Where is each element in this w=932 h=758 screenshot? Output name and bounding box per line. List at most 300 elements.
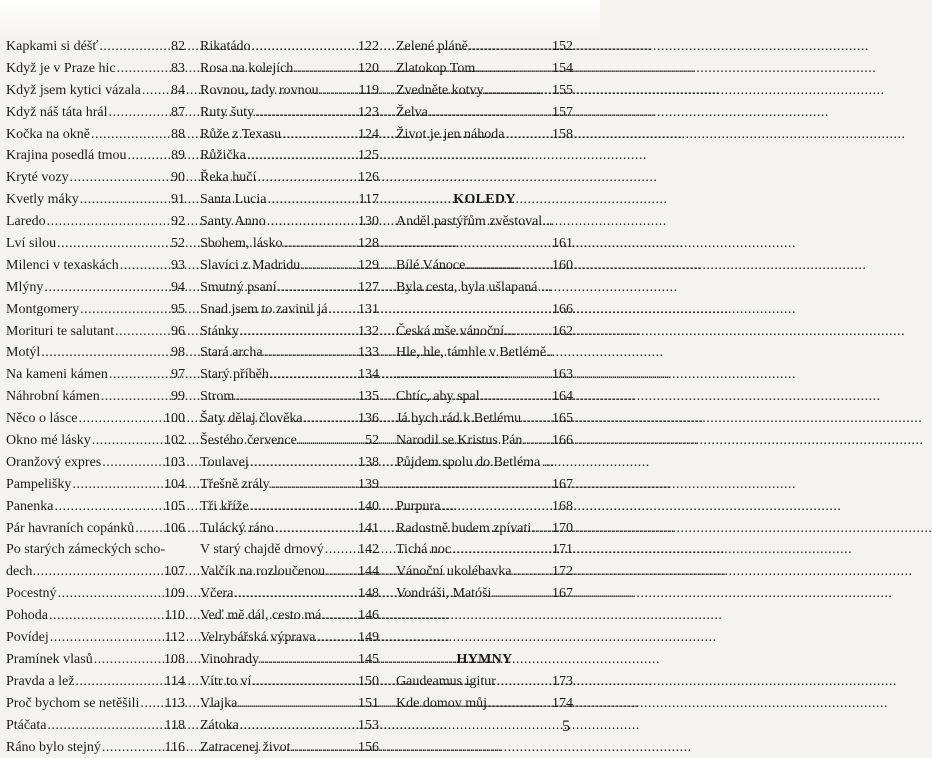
entry-page: 92 — [171, 211, 185, 233]
index-entry — [6, 36, 185, 58]
entry-page: 132 — [358, 321, 379, 343]
index-entry — [396, 58, 573, 80]
index-entry — [200, 693, 379, 715]
entry-page: 150 — [358, 671, 379, 693]
dot-leader — [522, 408, 550, 430]
index-entry — [396, 124, 573, 146]
entry-title: Půjdem spolu do Betléma ... — [396, 452, 573, 474]
dot-leader — [57, 233, 169, 255]
index-entry — [200, 715, 379, 737]
entry-page: 167 — [552, 583, 573, 605]
dot-leader — [47, 211, 169, 233]
dot-leader — [294, 58, 356, 80]
index-entry — [6, 102, 185, 124]
entry-title: Vítr to ví — [200, 671, 251, 693]
entry-title: Motýl — [6, 342, 40, 364]
index-entry — [396, 583, 573, 605]
section-gap — [396, 145, 573, 167]
index-entry — [200, 167, 379, 189]
dot-leader — [142, 80, 169, 102]
dot-leader — [267, 211, 356, 233]
entry-title: Zlatokop Tom — [396, 58, 475, 80]
entry-title: Radostně budem zpívati — [396, 518, 531, 540]
index-entry — [6, 58, 185, 80]
dot-leader — [50, 627, 163, 649]
entry-page: 109 — [164, 583, 185, 605]
index-entry — [200, 649, 379, 671]
entry-page: 98 — [171, 342, 185, 364]
entry-title: Snad jsem to zavinil já — [200, 299, 328, 321]
index-entry — [200, 58, 379, 80]
entry-page: 104 — [164, 474, 185, 496]
entry-title: Kapkami si déšť — [6, 36, 98, 58]
entry-title: Zelené pláně — [396, 36, 468, 58]
index-entry — [6, 518, 185, 540]
entry-title: Kvetly máky — [6, 189, 79, 211]
dot-leader — [396, 233, 550, 255]
entry-page: 84 — [171, 80, 185, 102]
entry-page: 127 — [358, 277, 379, 299]
entry-title: Želva — [396, 102, 428, 124]
index-entry — [200, 364, 379, 386]
index-entry — [396, 496, 573, 518]
dot-leader — [79, 408, 162, 430]
dot-leader — [275, 518, 356, 540]
entry-page: 122 — [358, 36, 379, 58]
index-entry — [200, 80, 379, 102]
entry-page: 102 — [164, 430, 185, 452]
dot-leader — [488, 693, 550, 715]
index-entry — [6, 321, 185, 343]
index-entry — [6, 364, 185, 386]
dot-leader — [91, 124, 169, 146]
dot-leader — [298, 430, 363, 452]
dot-leader — [301, 255, 356, 277]
dot-leader — [115, 321, 169, 343]
entry-title: Vánoční ukolébavka — [396, 561, 511, 583]
dot-leader — [523, 430, 550, 452]
index-entry — [6, 474, 185, 496]
dot-leader — [80, 189, 169, 211]
index-entry — [6, 649, 185, 671]
index-column-3 — [396, 36, 573, 715]
entry-page: 97 — [171, 364, 185, 386]
entry-title: Bílé Vánoce — [396, 255, 465, 277]
entry-title: Krajina posedlá tmou — [6, 145, 127, 167]
index-entry — [200, 145, 379, 167]
dot-leader — [101, 386, 169, 408]
entry-page: 161 — [552, 233, 573, 255]
index-entry — [200, 233, 379, 255]
index-entry — [396, 342, 573, 364]
entry-title: Život je jen náhoda — [396, 124, 504, 146]
entry-page: 149 — [358, 627, 379, 649]
index-entry — [200, 408, 379, 430]
entry-page: 174 — [552, 693, 573, 715]
entry-page: 131 — [358, 299, 379, 321]
dot-leader — [325, 539, 356, 561]
index-entry-continued — [396, 474, 573, 496]
entry-page: 135 — [358, 386, 379, 408]
entry-title: Rikatádo — [200, 36, 251, 58]
entry-title: Stará archa — [200, 342, 263, 364]
entry-page: 156 — [358, 737, 379, 758]
entry-title: Tulácký ráno — [200, 518, 274, 540]
entry-page: 91 — [171, 189, 185, 211]
index-entry-continued — [6, 561, 185, 583]
index-entry — [6, 255, 185, 277]
index-entry — [396, 518, 573, 540]
dot-leader — [80, 299, 169, 321]
entry-title: Chtíc, aby spal — [396, 386, 480, 408]
dot-leader — [240, 715, 356, 737]
index-entry — [6, 737, 185, 758]
entry-page: 87 — [171, 102, 185, 124]
entry-title: Stánky — [200, 321, 239, 343]
entry-title: Narodil se Kristus Pán — [396, 430, 522, 452]
index-entry — [396, 80, 573, 102]
entry-page: 129 — [358, 255, 379, 277]
index-entry — [396, 386, 573, 408]
index-entry — [396, 321, 573, 343]
index-entry-continued — [396, 233, 573, 255]
dot-leader — [252, 36, 356, 58]
index-entry — [6, 80, 185, 102]
dot-leader — [44, 277, 169, 299]
entry-page: 173 — [552, 671, 573, 693]
dot-leader — [238, 693, 356, 715]
dot-leader — [264, 342, 356, 364]
entry-title: Strom — [200, 386, 234, 408]
entry-page: 94 — [171, 277, 185, 299]
entry-page: 151 — [358, 693, 379, 715]
dot-leader — [94, 649, 162, 671]
entry-title: Když je v Praze hic — [6, 58, 116, 80]
dot-leader — [271, 474, 356, 496]
entry-page: 82 — [171, 36, 185, 58]
dot-leader — [304, 408, 356, 430]
index-entry — [6, 189, 185, 211]
entry-page: 89 — [171, 145, 185, 167]
entry-title: Ptáčata — [6, 715, 46, 737]
dot-leader — [469, 36, 550, 58]
index-entry — [6, 124, 185, 146]
entry-title: Zvedněte kotvy — [396, 80, 483, 102]
entry-title: Tichá noc — [396, 539, 451, 561]
entry-title: Oranžový expres — [6, 452, 101, 474]
entry-title: Pravda a lež — [6, 671, 74, 693]
entry-title: Třešně zrály — [200, 474, 270, 496]
entry-title: Něco o lásce — [6, 408, 78, 430]
entry-title: Povídej — [6, 627, 49, 649]
entry-page: 123 — [358, 102, 379, 124]
index-entry — [200, 518, 379, 540]
index-entry — [200, 539, 379, 561]
entry-page: 125 — [358, 145, 379, 167]
dot-leader — [102, 737, 163, 758]
index-entry — [6, 211, 185, 233]
dot-leader — [120, 255, 169, 277]
index-entry — [396, 430, 573, 452]
entry-title: Mlýny — [6, 277, 43, 299]
entry-page: 107 — [164, 561, 185, 583]
entry-page: 141 — [358, 518, 379, 540]
entry-title: Pár havraních copánků — [6, 518, 134, 540]
entry-page: 171 — [552, 539, 573, 561]
index-entry — [6, 342, 185, 364]
index-entry — [200, 255, 379, 277]
dot-leader — [484, 80, 550, 102]
entry-page: 165 — [552, 408, 573, 430]
entry-page: 145 — [358, 649, 379, 671]
entry-page: 96 — [171, 321, 185, 343]
entry-title: Toulavej — [200, 452, 249, 474]
entry-title: Zátoka — [200, 715, 239, 737]
entry-page: 153 — [358, 715, 379, 737]
index-entry — [6, 299, 185, 321]
dot-leader — [32, 561, 162, 583]
entry-title: Pocestný — [6, 583, 57, 605]
entry-title: Lví silou — [6, 233, 56, 255]
dot-leader — [240, 321, 356, 343]
entry-title: Pramínek vlasů — [6, 649, 93, 671]
dot-leader — [140, 693, 162, 715]
entry-title: Valčík na rozloučenou — [200, 561, 325, 583]
entry-page: 118 — [165, 715, 185, 737]
entry-page: 134 — [358, 364, 379, 386]
index-entry — [200, 430, 379, 452]
entry-page: 158 — [552, 124, 573, 146]
entry-title: Santy Anno — [200, 211, 266, 233]
entry-title: Purpura — [396, 496, 440, 518]
dot-leader — [260, 649, 356, 671]
entry-page: 114 — [165, 671, 185, 693]
entry-title: Na kameni kámen — [6, 364, 108, 386]
entry-title: Česká mše vánoční — [396, 321, 504, 343]
index-entry — [200, 277, 379, 299]
dot-leader — [109, 364, 169, 386]
dot-leader — [250, 452, 356, 474]
entry-page: 130 — [358, 211, 379, 233]
entry-page: 116 — [165, 737, 185, 758]
entry-title: Rovnou, tady rovnou — [200, 80, 319, 102]
dot-leader — [47, 715, 162, 737]
index-entry — [200, 211, 379, 233]
index-entry — [6, 539, 185, 561]
index-entry — [6, 496, 185, 518]
top-edge — [0, 0, 600, 36]
entry-title: Gaudeamus igitur — [396, 671, 496, 693]
entry-title: Když jsem kytici vázala — [6, 80, 141, 102]
index-entry — [200, 299, 379, 321]
entry-title: Smutný psaní — [200, 277, 277, 299]
dot-leader — [492, 583, 550, 605]
index-entry — [6, 386, 185, 408]
section-heading: KOLEDY — [396, 189, 573, 211]
dot-leader — [247, 145, 356, 167]
entry-title: Ruty šuty — [200, 102, 254, 124]
entry-page: 170 — [552, 518, 573, 540]
index-entry — [200, 605, 379, 627]
entry-title: Náhrobní kámen — [6, 386, 100, 408]
index-entry — [6, 715, 185, 737]
dot-leader — [117, 58, 169, 80]
index-column-2 — [200, 36, 379, 758]
index-entry — [200, 102, 379, 124]
dot-leader — [234, 583, 356, 605]
index-entry — [6, 430, 185, 452]
dot-leader — [270, 364, 356, 386]
dot-leader — [481, 386, 550, 408]
dot-leader — [235, 386, 356, 408]
index-entry — [396, 693, 573, 715]
dot-leader — [128, 145, 169, 167]
dot-leader — [396, 299, 550, 321]
entry-page: 119 — [359, 80, 379, 102]
entry-title: Šestého července — [200, 430, 297, 452]
entry-page: 133 — [358, 342, 379, 364]
dot-leader — [72, 474, 162, 496]
index-entry — [396, 211, 573, 233]
index-entry — [6, 583, 185, 605]
entry-title: Tři kříže — [200, 496, 249, 518]
entry-page: 140 — [358, 496, 379, 518]
index-entry — [200, 321, 379, 343]
entry-page: 52 — [365, 430, 379, 452]
dot-leader — [452, 539, 550, 561]
entry-page: 172 — [552, 561, 573, 583]
index-entry — [6, 167, 185, 189]
dot-leader — [505, 321, 550, 343]
entry-page: 95 — [171, 299, 185, 321]
entry-page: 168 — [552, 496, 573, 518]
section-gap — [396, 627, 573, 649]
entry-page: 164 — [552, 386, 573, 408]
dot-leader — [267, 189, 356, 211]
entry-title: Já bych rád k Betlému — [396, 408, 521, 430]
dot-leader — [329, 299, 356, 321]
index-entry — [200, 496, 379, 518]
entry-page: 103 — [164, 452, 185, 474]
index-entry — [6, 605, 185, 627]
dot-leader — [505, 124, 550, 146]
entry-title: Morituri te salutant — [6, 321, 114, 343]
index-entry — [6, 277, 185, 299]
entry-page: 160 — [552, 255, 573, 277]
index-entry — [6, 408, 185, 430]
entry-page: 52 — [171, 233, 185, 255]
dot-leader — [441, 496, 550, 518]
entry-title: Vlajka — [200, 693, 237, 715]
entry-title: Montgomery — [6, 299, 79, 321]
index-entry — [200, 671, 379, 693]
dot-leader — [292, 737, 356, 758]
dot-leader — [49, 605, 163, 627]
entry-page: 146 — [358, 605, 379, 627]
dot-leader — [58, 583, 162, 605]
index-entry-continued — [396, 364, 573, 386]
entry-page: 108 — [164, 649, 185, 671]
entry-page: 106 — [164, 518, 185, 540]
dot-leader — [250, 496, 356, 518]
entry-page: 139 — [358, 474, 379, 496]
index-entry — [200, 36, 379, 58]
entry-page: 152 — [552, 36, 573, 58]
entry-page: 99 — [171, 386, 185, 408]
dot-leader — [316, 627, 356, 649]
dot-leader — [396, 364, 550, 386]
index-entry — [200, 474, 379, 496]
dot-leader — [108, 102, 169, 124]
index-entry — [200, 452, 379, 474]
dot-leader — [512, 561, 550, 583]
entry-page: 157 — [552, 102, 573, 124]
index-entry — [6, 145, 185, 167]
dot-leader — [257, 167, 356, 189]
dot-leader — [320, 80, 357, 102]
entry-title: Včera — [200, 583, 233, 605]
entry-page: 124 — [358, 124, 379, 146]
index-entry — [396, 255, 573, 277]
dot-leader — [476, 58, 550, 80]
index-entry — [200, 386, 379, 408]
entry-page: 138 — [358, 452, 379, 474]
entry-title: Rosa na kolejích — [200, 58, 293, 80]
entry-title: Veď mě dál, cesto má — [200, 605, 321, 627]
entry-page: 88 — [171, 124, 185, 146]
entry-page: 144 — [358, 561, 379, 583]
index-entry — [396, 277, 573, 299]
entry-page: 155 — [552, 80, 573, 102]
entry-page: 136 — [358, 408, 379, 430]
dot-leader — [102, 452, 162, 474]
dot-leader — [92, 430, 162, 452]
entry-title: Kryté vozy — [6, 167, 69, 189]
entry-page: 167 — [552, 474, 573, 496]
index-entry — [200, 189, 379, 211]
entry-title: V starý chajdě drnový — [200, 539, 324, 561]
entry-page: 117 — [359, 189, 379, 211]
entry-title: Když náš táta hrál — [6, 102, 107, 124]
entry-page: 163 — [552, 364, 573, 386]
entry-title: Okno mé lásky — [6, 430, 91, 452]
entry-page: 126 — [358, 167, 379, 189]
index-entry — [396, 539, 573, 561]
index-entry — [396, 36, 573, 58]
index-entry — [396, 671, 573, 693]
section-gap — [396, 605, 573, 627]
dot-leader — [135, 518, 162, 540]
section-heading: HYMNY — [396, 649, 573, 671]
entry-title: Slavíci z Madridu — [200, 255, 300, 277]
index-entry — [396, 561, 573, 583]
dot-leader — [396, 474, 550, 496]
entry-page: 90 — [171, 167, 185, 189]
index-entry — [200, 342, 379, 364]
index-entry — [396, 408, 573, 430]
entry-title: Santa Lucia — [200, 189, 266, 211]
entry-page: 105 — [164, 496, 185, 518]
dot-leader — [429, 102, 550, 124]
dot-leader — [70, 167, 169, 189]
section-gap — [396, 167, 573, 189]
dot-leader — [252, 671, 356, 693]
index-entry — [396, 102, 573, 124]
entry-page: 83 — [171, 58, 185, 80]
entry-page: 120 — [358, 58, 379, 80]
entry-title: Velrybářská výprava — [200, 627, 315, 649]
dot-leader — [54, 496, 162, 518]
